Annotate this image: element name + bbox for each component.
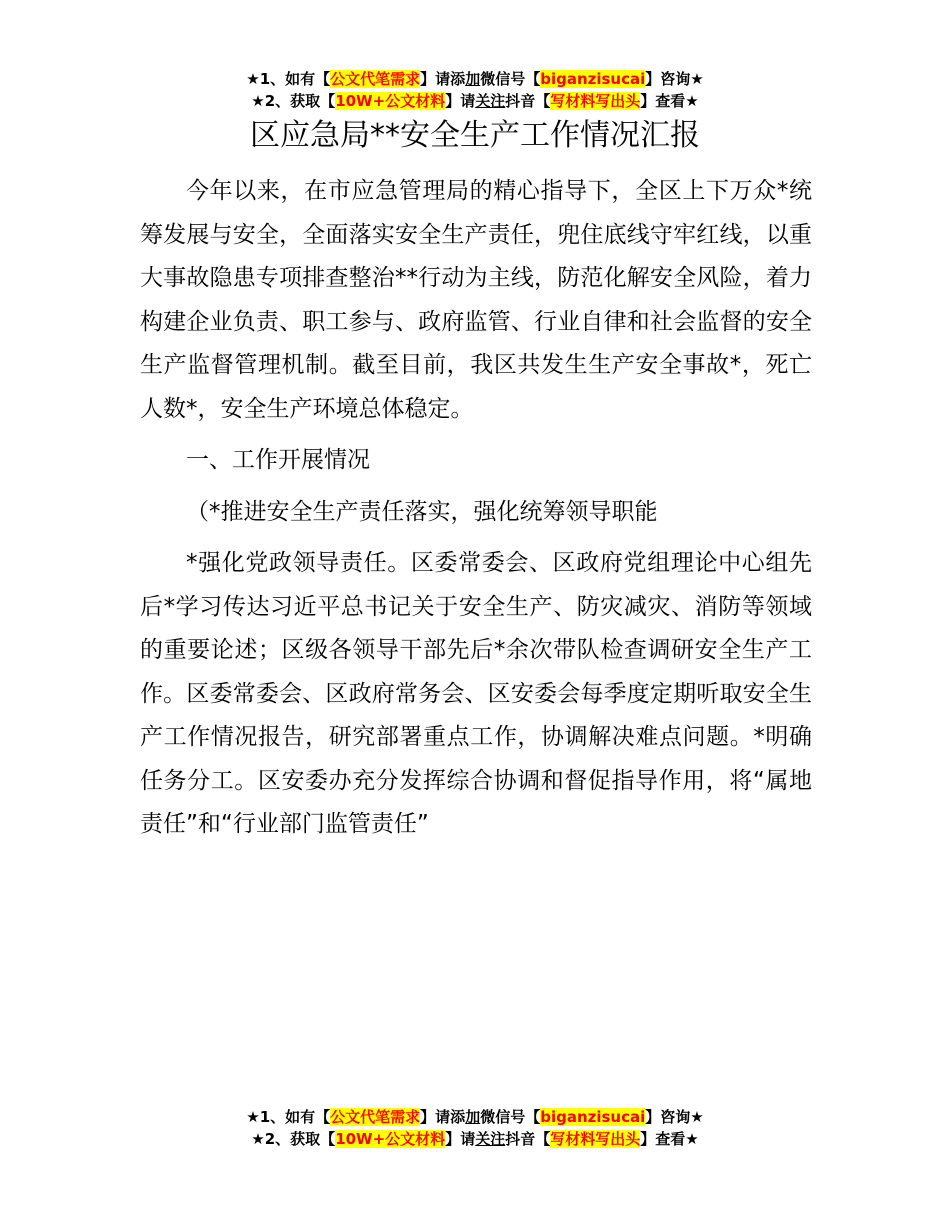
promo-line-1 xyxy=(0,1106,950,1128)
promo-text: 】查看★ xyxy=(640,1130,699,1148)
body-paragraph: *强化党政领导责任。区委常委会、区政府党组理论中心组先后*学习传达习近平总书记关于安全生产、防灾减灾、消防等领域的重要论述；区级各领导干部先后*余次带队检查调研安全生产工作。区委常委会、区政府常务会、区安委会每季度定期听取安全生产工作情况报告，研究部署重点工作，协调解决难点问题。*明确任务分工。区安委办充分发挥综合协调和督促指导作用，将“属地责任”和“行业部门监管责任” xyxy=(140,550,812,837)
promo-highlight-wechat: biganzisucai xyxy=(540,70,646,88)
promo-line-1 xyxy=(0,68,950,90)
promo-highlight: 10W+公文材料 xyxy=(335,92,446,110)
promo-text: 抖音【 xyxy=(505,92,551,110)
promo-text: 微信号【 xyxy=(480,1108,541,1126)
promo-text: 】请添 xyxy=(420,1108,466,1126)
bottom-promo-banner xyxy=(0,1106,950,1150)
promo-text: 】咨询★ xyxy=(645,1108,704,1126)
promo-line-2 xyxy=(0,90,950,112)
promo-text: 】请 xyxy=(445,1130,476,1148)
document-body xyxy=(140,170,812,855)
promo-underlined: 加 xyxy=(465,1108,481,1126)
promo-text: 】请添 xyxy=(420,70,466,88)
promo-underlined: 关注 xyxy=(475,92,506,110)
intro-paragraph: 今年以来，在市应急管理局的精心指导下，全区上下万众*统筹发展与安全，全面落实安全生产责任，兜住底线守牢红线，以重大事故隐患专项排查整治**行动为主线，防范化解安全风险，着力构建企业负责、职工参与、政府监管、行业自律和社会监督的安全生产监督管理机制。截至目前，我区共发生生产安全事故*，死亡人数*，安全生产环境总体稳定。 xyxy=(140,178,812,422)
promo-highlight: 公文代笔需求 xyxy=(330,70,421,88)
promo-underlined: 关注 xyxy=(475,1130,506,1148)
promo-highlight: 10W+公文材料 xyxy=(335,1130,446,1148)
promo-highlight-wechat: biganzisucai xyxy=(540,1108,646,1126)
promo-underlined: 加 xyxy=(465,70,481,88)
promo-text: ★2、获取【 xyxy=(251,1130,336,1148)
promo-text: ★1、如有【 xyxy=(246,70,331,88)
promo-text: ★1、如有【 xyxy=(246,1108,331,1126)
promo-text: 】查看★ xyxy=(640,92,699,110)
document-title: 区应急局**安全生产工作情况汇报 xyxy=(250,118,700,153)
promo-text: 】咨询★ xyxy=(645,70,704,88)
promo-text: ★2、获取【 xyxy=(251,92,336,110)
subsection-heading-1: （*推进安全生产责任落实，强化统筹领导职能 xyxy=(186,498,658,525)
section-heading-1: 一、工作开展情况 xyxy=(186,447,370,473)
promo-text: 】请 xyxy=(445,92,476,110)
promo-text: 微信号【 xyxy=(480,70,541,88)
promo-text: 抖音【 xyxy=(505,1130,551,1148)
top-promo-banner xyxy=(0,68,950,112)
promo-highlight: 公文代笔需求 xyxy=(330,1108,421,1126)
promo-highlight-douyin: 写材料写出头 xyxy=(550,92,641,110)
promo-highlight-douyin: 写材料写出头 xyxy=(550,1130,641,1148)
promo-line-2 xyxy=(0,1128,950,1150)
